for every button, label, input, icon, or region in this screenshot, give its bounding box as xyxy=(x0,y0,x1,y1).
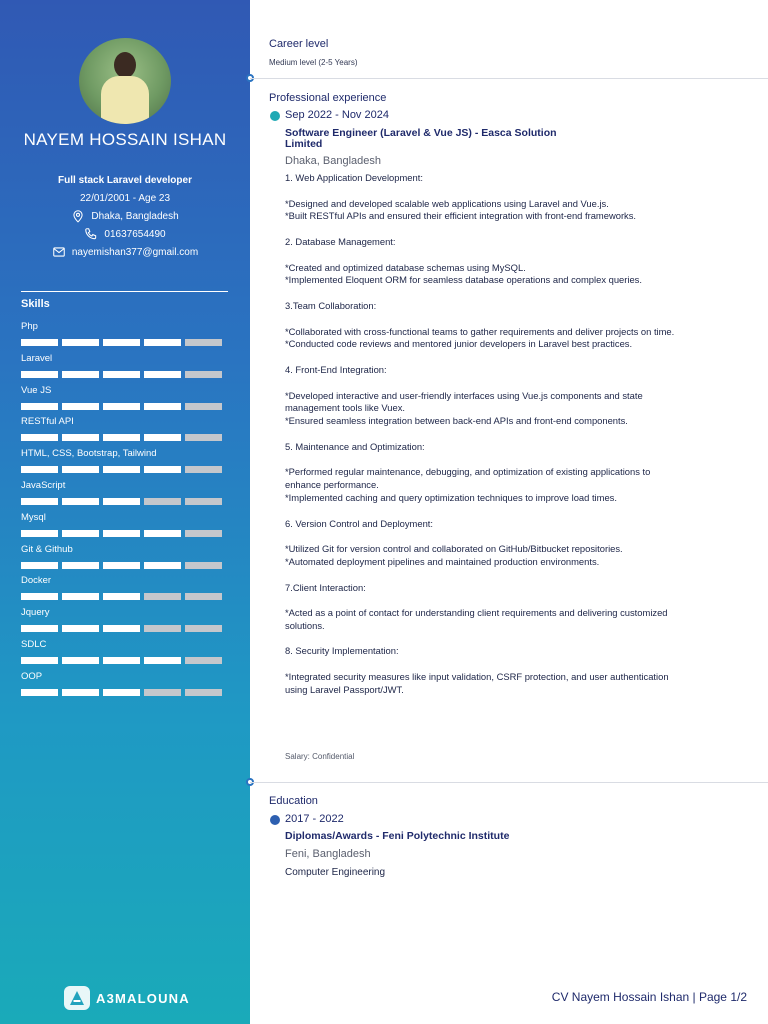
skill-level-bar xyxy=(21,403,231,410)
skill-item xyxy=(21,575,231,600)
skill-bar-empty xyxy=(185,466,222,473)
skill-bar-filled xyxy=(144,530,181,537)
skill-name: SDLC xyxy=(21,639,47,650)
career-level-value: Medium level (2-5 Years) xyxy=(269,58,358,67)
skill-bar-empty xyxy=(185,530,222,537)
candidate-role: Full stack Laravel developer xyxy=(58,175,192,186)
skill-bar-filled xyxy=(103,562,140,569)
skill-name: Docker xyxy=(21,575,52,587)
skill-name: Laravel xyxy=(21,352,53,364)
skill-bar-filled xyxy=(144,339,181,346)
sidebar xyxy=(0,0,250,1024)
brand-logo xyxy=(64,986,190,1010)
skill-bar-empty xyxy=(185,339,222,346)
skill-bar-filled xyxy=(144,657,181,664)
skill-bar-filled xyxy=(21,530,58,537)
salary-note: Salary: Confidential xyxy=(285,752,355,761)
skill-bar-filled xyxy=(21,339,58,346)
skill-item xyxy=(21,353,231,378)
skill-bar-filled xyxy=(21,371,58,378)
skill-bar-empty xyxy=(185,593,222,600)
phone-icon xyxy=(84,227,98,241)
skill-bar-filled xyxy=(103,657,140,664)
skill-bar-empty xyxy=(185,371,222,378)
email-text[interactable]: nayemishan377@gmail.com xyxy=(71,246,199,258)
job-title: Software Engineer (Laravel & Vue JS) - Easca Solution Limited xyxy=(285,127,557,150)
skill-bar-filled xyxy=(62,498,99,505)
skill-level-bar xyxy=(21,689,231,696)
skill-bar-filled xyxy=(21,466,58,473)
skill-level-bar xyxy=(21,657,231,664)
skill-name: Php xyxy=(21,321,38,332)
skill-item xyxy=(21,671,231,696)
skill-item xyxy=(21,321,231,346)
skill-bar-filled xyxy=(144,562,181,569)
skill-bar-filled xyxy=(103,403,140,410)
skill-bar-filled xyxy=(62,339,99,346)
education-field: Computer Engineering xyxy=(285,867,386,878)
skill-bar-filled xyxy=(21,593,58,600)
experience-period: Sep 2022 - Nov 2024 xyxy=(285,109,389,121)
main-content xyxy=(250,0,768,1024)
skill-bar-filled xyxy=(144,371,181,378)
skill-item xyxy=(21,480,231,505)
mail-icon xyxy=(52,245,66,259)
brand-name: A3MALOUNA xyxy=(96,990,190,1006)
skill-bar-filled xyxy=(62,371,99,378)
skill-bar-filled xyxy=(144,403,181,410)
skill-bar-filled xyxy=(21,403,58,410)
education-degree: Diplomas/Awards - Feni Polytechnic Institute xyxy=(285,830,510,842)
skill-bar-empty xyxy=(144,593,181,600)
phone-text[interactable]: 01637654490 xyxy=(104,228,166,240)
skill-name: Git & Github xyxy=(21,543,73,555)
avatar xyxy=(79,38,171,124)
skill-name: Mysql xyxy=(21,511,46,523)
skill-bar-filled xyxy=(62,530,99,537)
skill-bar-empty xyxy=(144,689,181,696)
location-pin-icon xyxy=(71,209,85,223)
skill-bar-filled xyxy=(103,371,140,378)
skill-bar-filled xyxy=(103,434,140,441)
skill-bar-filled xyxy=(62,434,99,441)
skill-level-bar xyxy=(21,593,231,600)
skill-bar-filled xyxy=(21,689,58,696)
skill-bar-filled xyxy=(21,562,58,569)
skill-item xyxy=(21,544,231,569)
career-level-title: Career level xyxy=(269,38,329,50)
location-text: Dhaka, Bangladesh xyxy=(91,210,179,222)
skill-bar-filled xyxy=(62,593,99,600)
education-location: Feni, Bangladesh xyxy=(285,848,371,860)
skill-name: JavaScript xyxy=(21,480,66,491)
skill-level-bar xyxy=(21,371,231,378)
skill-name: Vue JS xyxy=(21,384,52,396)
date-of-birth: 22/01/2001 - Age 23 xyxy=(79,193,171,204)
skill-item xyxy=(21,512,231,537)
education-dot xyxy=(270,815,280,825)
skill-bar-empty xyxy=(185,689,222,696)
sidebar-divider xyxy=(21,291,228,292)
skill-level-bar xyxy=(21,530,231,537)
location-line xyxy=(0,209,250,223)
skills-title: Skills xyxy=(21,298,50,310)
skill-item xyxy=(21,416,231,441)
skill-bar-filled xyxy=(21,625,58,632)
skill-item xyxy=(21,385,231,410)
skill-level-bar xyxy=(21,434,231,441)
skill-level-bar xyxy=(21,466,231,473)
skill-level-bar xyxy=(21,339,231,346)
skill-bar-empty xyxy=(144,498,181,505)
skill-name: Jquery xyxy=(21,607,50,619)
skill-bar-filled xyxy=(103,498,140,505)
skill-bar-filled xyxy=(144,466,181,473)
skill-bar-filled xyxy=(62,689,99,696)
experience-dot xyxy=(270,111,280,121)
skill-bar-empty xyxy=(185,625,222,632)
skill-bar-filled xyxy=(21,657,58,664)
skill-bar-empty xyxy=(185,562,222,569)
skill-bar-empty xyxy=(144,625,181,632)
job-description: 1. Web Application Development: *Designed and developed scalable web applications using Laravel and Vue.js. *Built RESTful APIs and ensured their efficient integration with front-end frameworks. 2. Database Management: *Created and optimized database schemas using MySQL. *Implemented Eloquent ORM for seamless database operations and complex queries. 3.Team Collaboration: *Collaborated with cross-functional teams to gather requirements and deliver projects on time. *Conducted code reviews and mentored junior developers in Laravel best practices. 4. Front-End Integration: *Developed interactive and user-friendly interfaces using Vue.js components and state management tools like Vuex. *Ensured seamless integration between back-end APIs and front-end components. 5. Maintenance and Optimization: *Performed regular maintenance, debugging, and optimization of existing applications to enhance performance. *Implemented caching and query optimization techniques to improve load times. 6. Version Control and Deployment: *Utilized Git for version control and collaborated on GitHub/Bitbucket repositories. *Automated deployment pipelines and maintained production environments. 7.Client Interaction: *Acted as a point of contact for understanding client requirements and delivering customized solutions. 8. Security Implementation: *Integrated security measures like input validation, CSRF protection, and user authentication using Laravel Passport/JWT. xyxy=(285,172,675,695)
skill-name: HTML, CSS, Bootstrap, Tailwind xyxy=(21,448,157,460)
skill-bar-empty xyxy=(185,403,222,410)
skill-bar-filled xyxy=(62,403,99,410)
skill-item xyxy=(21,639,231,664)
skill-bar-filled xyxy=(103,625,140,632)
skill-bar-filled xyxy=(103,466,140,473)
phone-line xyxy=(0,227,250,241)
skill-bar-filled xyxy=(62,562,99,569)
skill-level-bar xyxy=(21,625,231,632)
section-divider xyxy=(250,782,768,783)
skill-name: RESTful API xyxy=(21,416,74,428)
skill-name: OOP xyxy=(21,670,43,682)
email-line xyxy=(0,245,250,259)
skill-item xyxy=(21,448,231,473)
skill-bar-empty xyxy=(185,498,222,505)
education-period: 2017 - 2022 xyxy=(285,813,344,825)
education-title: Education xyxy=(269,795,318,807)
candidate-name: NAYEM HOSSAIN ISHAN xyxy=(23,130,227,149)
skill-bar-filled xyxy=(21,498,58,505)
a3malouna-logo-icon xyxy=(64,986,90,1010)
skill-bar-filled xyxy=(21,434,58,441)
skill-level-bar xyxy=(21,498,231,505)
skill-item xyxy=(21,607,231,632)
job-location: Dhaka, Bangladesh xyxy=(285,155,382,167)
page-footer: CV Nayem Hossain Ishan | Page 1/2 xyxy=(551,990,747,1004)
skill-bar-empty xyxy=(185,657,222,664)
skill-bar-filled xyxy=(144,434,181,441)
skill-bar-filled xyxy=(62,625,99,632)
skill-level-bar xyxy=(21,562,231,569)
experience-title: Professional experience xyxy=(269,92,387,104)
skill-bar-filled xyxy=(62,657,99,664)
skill-bar-filled xyxy=(62,466,99,473)
skill-bar-filled xyxy=(103,530,140,537)
skill-bar-filled xyxy=(103,689,140,696)
skill-bar-filled xyxy=(103,339,140,346)
skill-bar-empty xyxy=(185,434,222,441)
section-divider xyxy=(250,78,768,79)
skill-bar-filled xyxy=(103,593,140,600)
